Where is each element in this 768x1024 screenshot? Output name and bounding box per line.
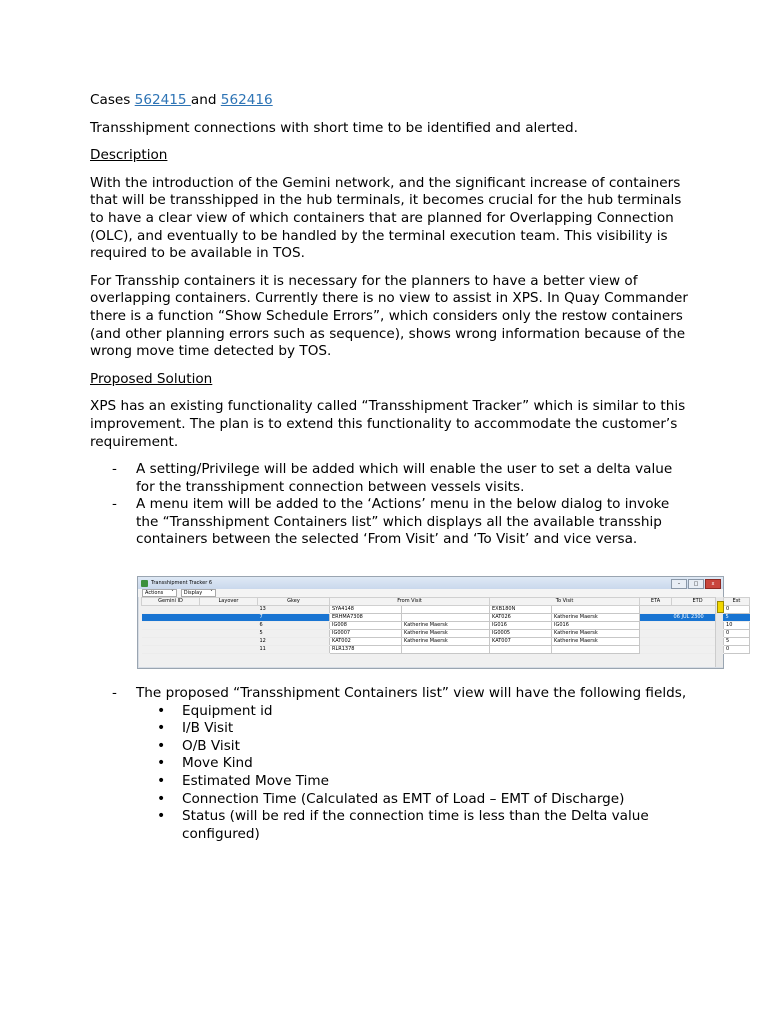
- from-visit-cell[interactable]: IG008: [330, 622, 402, 630]
- to-operator-cell[interactable]: [552, 646, 640, 654]
- gkey-cell: 12: [258, 638, 330, 646]
- from-operator-cell[interactable]: Katherine Maersk: [402, 622, 490, 630]
- field-item: • O/B Visit: [157, 738, 690, 756]
- from-operator-cell[interactable]: [402, 606, 490, 614]
- col-header[interactable]: Layover: [200, 598, 258, 606]
- to-visit-cell[interactable]: [490, 646, 552, 654]
- gkey-cell: 5: [258, 630, 330, 638]
- from-visit-cell[interactable]: SYA4148: [330, 606, 402, 614]
- field-item: • Connection Time (Calculated as EMT of Load – EMT of Discharge): [157, 791, 690, 809]
- to-operator-cell[interactable]: Katherine Maersk: [552, 638, 640, 646]
- actions-label: Actions: [145, 590, 164, 596]
- window-title: Transshipment Tracker 6: [151, 579, 213, 586]
- est-cell[interactable]: 5: [724, 614, 750, 622]
- table-row[interactable]: [142, 606, 750, 614]
- transshipment-tracker-screenshot: [137, 576, 741, 669]
- from-operator-cell[interactable]: Katherine Maersk: [402, 638, 490, 646]
- est-cell[interactable]: 0: [724, 630, 750, 638]
- from-visit-cell[interactable]: ERHMA7308: [330, 614, 402, 622]
- table-row[interactable]: [142, 622, 750, 630]
- to-visit-cell[interactable]: KAT007: [490, 638, 552, 646]
- gkey-cell: 11: [258, 646, 330, 654]
- scroll-thumb[interactable]: [717, 601, 724, 613]
- dash-marker: -: [112, 461, 117, 478]
- dash-list: [112, 461, 690, 549]
- dash-item-text: The proposed “Transshipment Containers list” view will have the following fields,: [136, 685, 687, 702]
- to-operator-cell[interactable]: [552, 606, 640, 614]
- gkey-cell: 6: [258, 622, 330, 630]
- dash-list-2: [112, 685, 690, 703]
- from-operator-cell[interactable]: [402, 614, 490, 622]
- est-cell[interactable]: 0: [724, 606, 750, 614]
- dash-item-text: A setting/Privilege will be added which will enable the user to set a delta value for the transshipment connection between vessels visits.: [136, 461, 673, 495]
- chevron-down-icon: ˅: [210, 590, 213, 596]
- dash-item: [112, 685, 690, 703]
- description-paragraph-1: With the introduction of the Gemini network, and the significant increase of containers that will be transshipped in the hub terminals, it becomes crucial for the hub terminals to have a clear view of which containers that are planned for Overlapping Connection (OLC), and eventually to be handled by the terminal execution team. This visibility is required to be available in TOS.: [90, 174, 682, 262]
- minimize-button[interactable]: –: [671, 579, 687, 589]
- app-icon: [141, 580, 148, 587]
- display-label: Display: [183, 590, 203, 596]
- etd-cell: 06 JUL 2300: [672, 614, 724, 622]
- document-body: [90, 92, 690, 843]
- field-item: • Status (will be red if the connection time is less than the Delta value configured): [157, 808, 690, 843]
- table-row[interactable]: [142, 646, 750, 654]
- eta-cell: [640, 646, 672, 654]
- table-row[interactable]: [142, 630, 750, 638]
- dash-item: [112, 461, 690, 496]
- tracker-table: [141, 597, 750, 654]
- from-visit-cell[interactable]: IG0007: [330, 630, 402, 638]
- eta-cell: [640, 622, 672, 630]
- maximize-button[interactable]: □: [688, 579, 704, 589]
- actions-menu[interactable]: [142, 589, 177, 597]
- cases-prefix: Cases: [90, 92, 135, 108]
- description-paragraph-2: For Transship containers it is necessary for the planners to have a better view of overlapping containers. Currently there is no view to assist in XPS. In Quay Commander there is a function “Show Schedule Errors”, which considers only the restow containers (and other planning errors such as sequence), shows wrong information because of the wrong move time detected by TOS.: [90, 272, 688, 360]
- fields-list: [157, 703, 690, 844]
- close-button[interactable]: x: [705, 579, 721, 589]
- vertical-scrollbar[interactable]: [715, 597, 723, 667]
- to-operator-cell[interactable]: Katherine Maersk: [552, 630, 640, 638]
- to-operator-cell[interactable]: IG016: [552, 622, 640, 630]
- eta-cell: [640, 614, 672, 622]
- eta-cell: [640, 638, 672, 646]
- to-visit-cell[interactable]: EXB180N: [490, 606, 552, 614]
- eta-cell: [640, 606, 672, 614]
- to-visit-cell[interactable]: IG016: [490, 622, 552, 630]
- col-header[interactable]: Gkey: [258, 598, 330, 606]
- window-toolbar: [138, 589, 723, 597]
- intro-paragraph: Transshipment connections with short time to be identified and alerted.: [90, 119, 578, 136]
- eta-cell: [640, 630, 672, 638]
- case-link-562416[interactable]: 562416: [220, 92, 273, 108]
- solution-paragraph: XPS has an existing functionality called “Transshipment Tracker” which is similar to this improvement. The plan is to extend this functionality to accommodate the customer’s requirement.: [90, 398, 686, 450]
- window-buttons: [671, 579, 721, 589]
- to-visit-cell[interactable]: KAT026: [490, 614, 552, 622]
- display-menu[interactable]: [181, 589, 216, 597]
- col-header[interactable]: From Visit: [330, 598, 490, 606]
- dash-marker: -: [112, 685, 117, 702]
- gkey-cell: 7: [258, 614, 330, 622]
- est-cell[interactable]: 5: [724, 638, 750, 646]
- field-item: • Equipment id: [157, 703, 690, 721]
- gkey-cell: 13: [258, 606, 330, 614]
- chevron-down-icon: ˅: [171, 590, 174, 596]
- col-header[interactable]: ETA: [640, 598, 672, 606]
- window-titlebar: [138, 577, 723, 589]
- table-header: [142, 598, 750, 606]
- description-heading: Description: [90, 147, 168, 164]
- to-operator-cell[interactable]: Katherine Maersk: [552, 614, 640, 622]
- col-header[interactable]: Est: [724, 598, 750, 606]
- cases-line: [90, 92, 690, 110]
- est-cell[interactable]: 10: [724, 622, 750, 630]
- col-header[interactable]: Gemini ID: [142, 598, 200, 606]
- field-item: • I/B Visit: [157, 720, 690, 738]
- dash-item-text: A menu item will be added to the ‘Actions’ menu in the below dialog to invoke the “Transshipment Containers list” which displays all the available transship containers between the selected ‘From Visit’ and ‘To Visit’ and vice versa.: [136, 496, 670, 548]
- dash-item: [112, 496, 690, 549]
- dash-marker: -: [112, 496, 117, 513]
- table-row[interactable]: [142, 614, 750, 622]
- case-link-562415[interactable]: 562415: [134, 92, 191, 108]
- from-visit-cell[interactable]: RLR1378: [330, 646, 402, 654]
- col-header[interactable]: To Visit: [490, 598, 640, 606]
- to-visit-cell[interactable]: IG0005: [490, 630, 552, 638]
- col-header[interactable]: ETD: [672, 598, 724, 606]
- est-cell[interactable]: 0: [724, 646, 750, 654]
- table-row[interactable]: [142, 638, 750, 646]
- from-operator-cell[interactable]: Katherine Maersk: [402, 630, 490, 638]
- cases-and: and: [190, 92, 221, 108]
- from-operator-cell[interactable]: [402, 646, 490, 654]
- field-item: • Estimated Move Time: [157, 773, 690, 791]
- solution-heading: Proposed Solution: [90, 370, 213, 387]
- field-item: • Move Kind: [157, 755, 690, 773]
- from-visit-cell[interactable]: KAT002: [330, 638, 402, 646]
